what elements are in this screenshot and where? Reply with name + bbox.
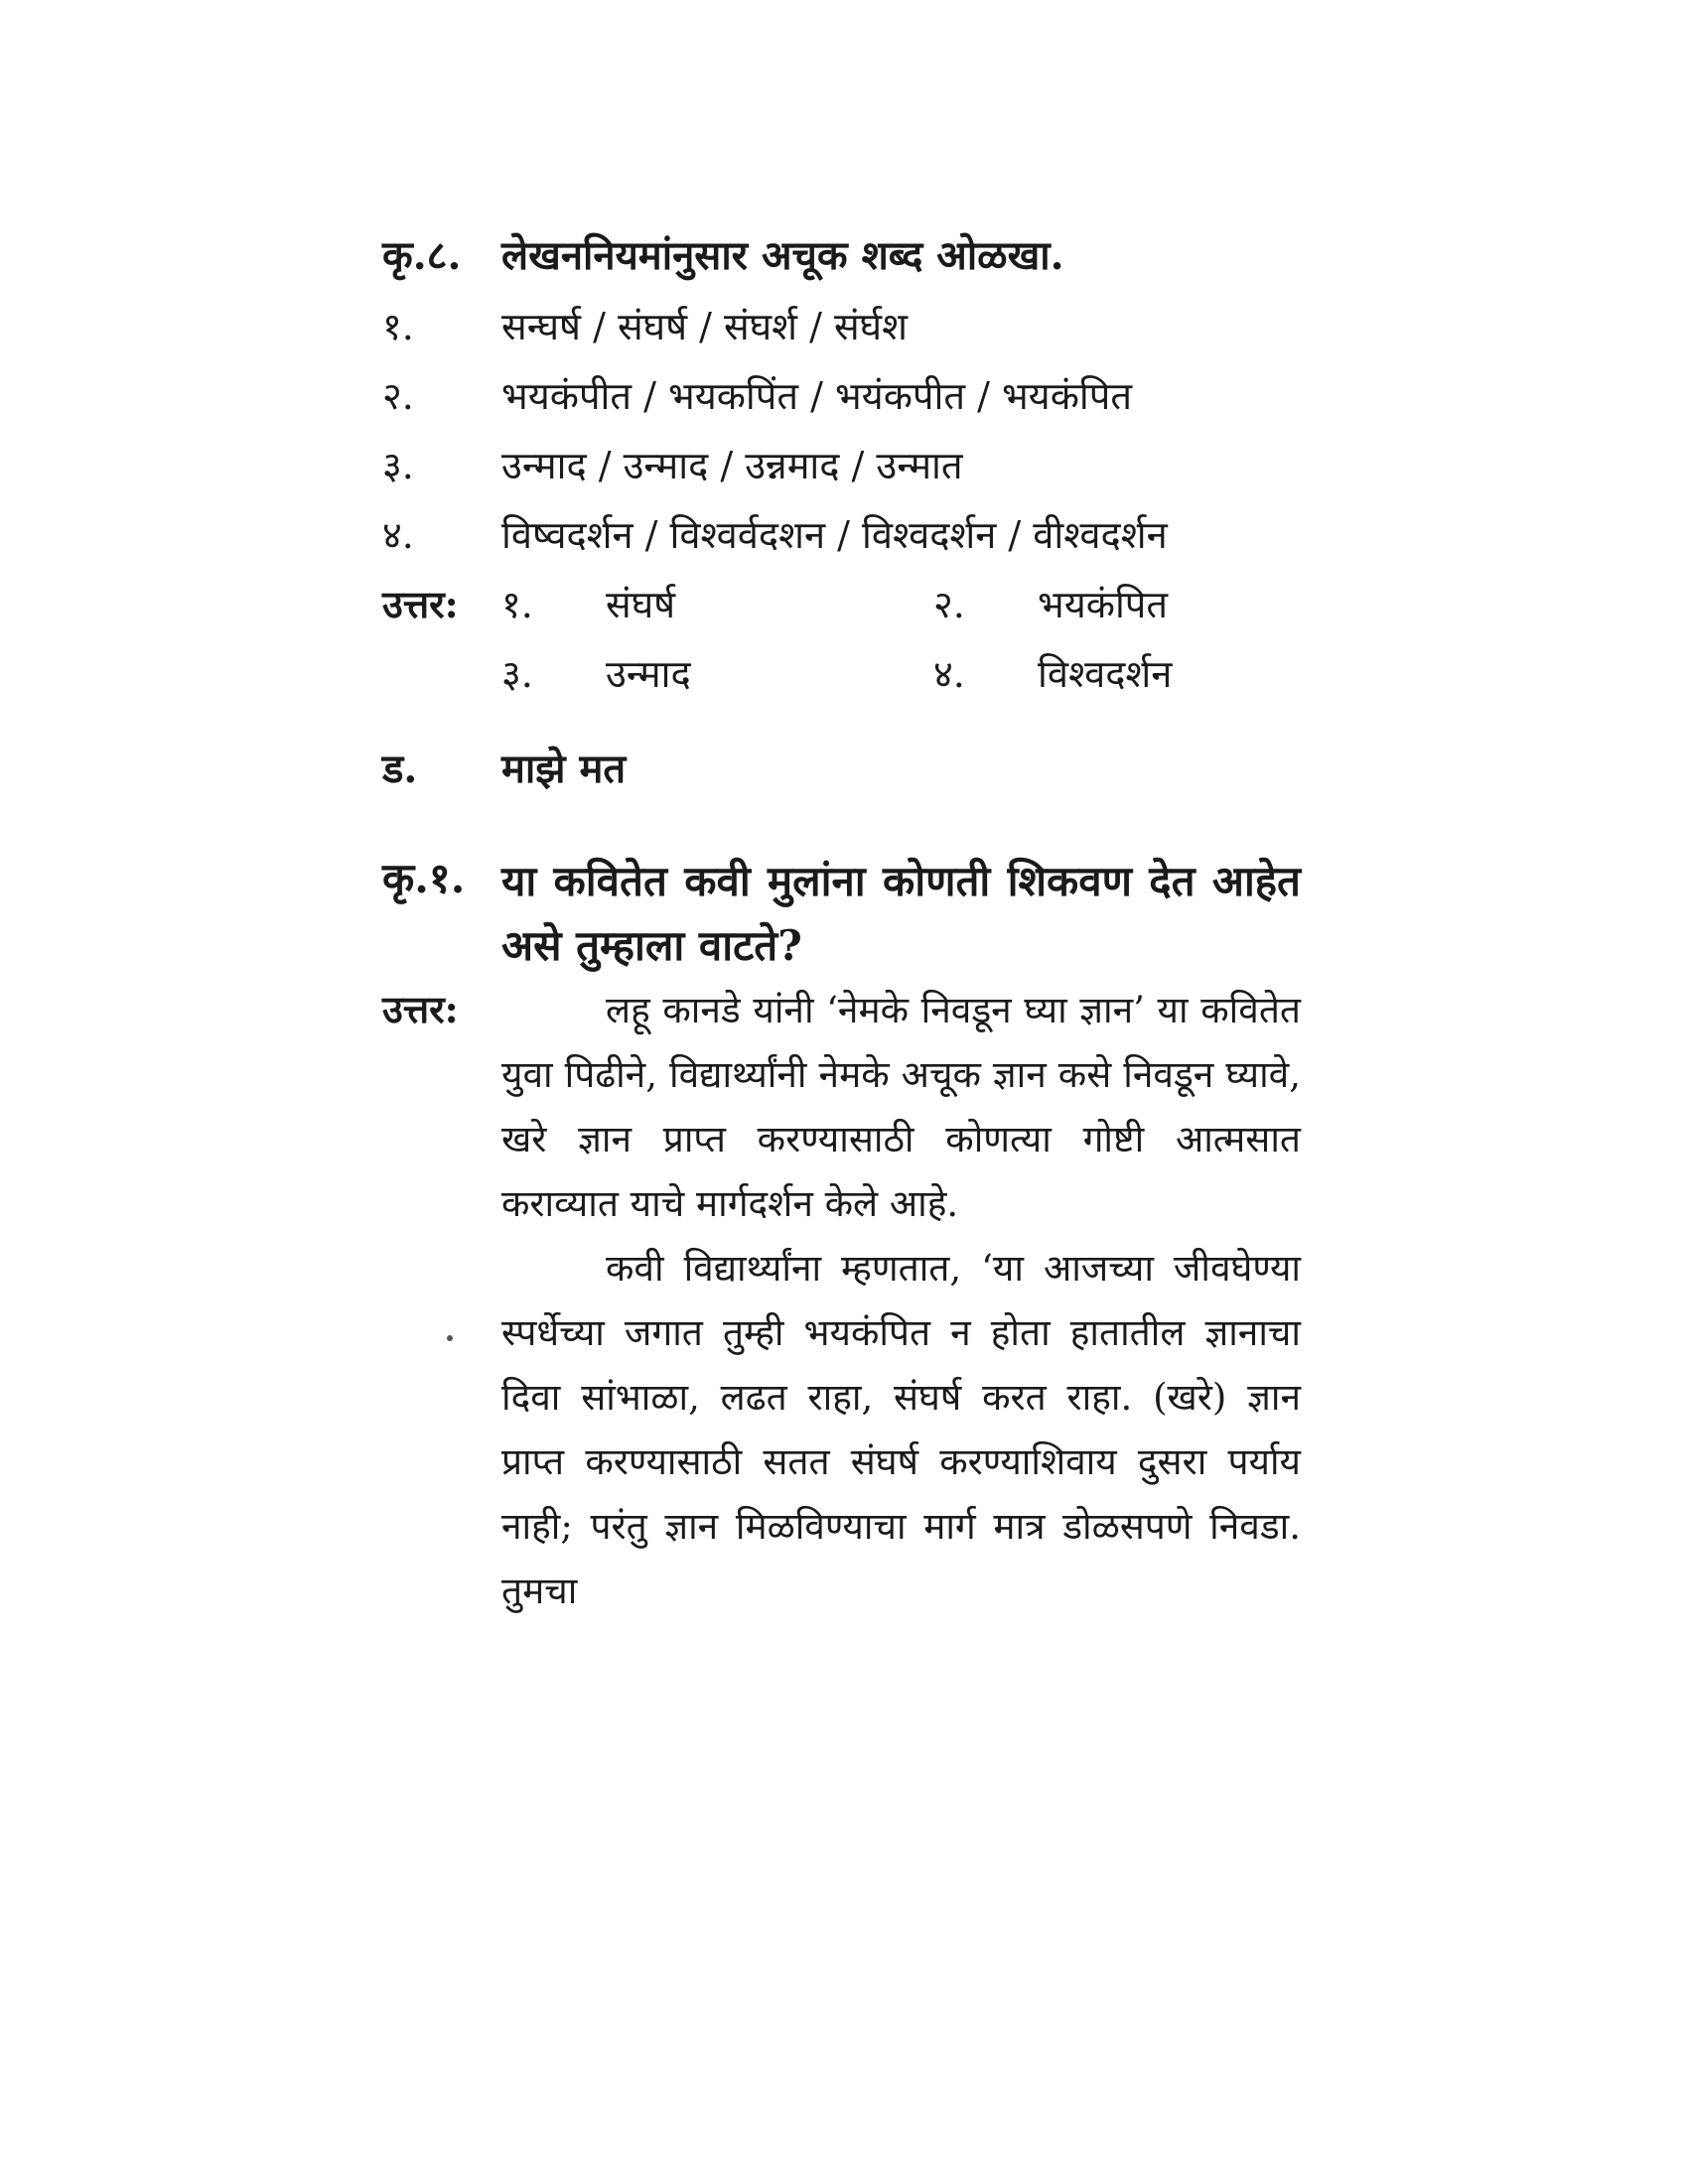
- answer-label: उत्तर:: [382, 582, 459, 626]
- answer-item-3: [501, 647, 691, 699]
- scan-speck: [447, 1335, 453, 1341]
- answer-item-2: [933, 578, 1168, 629]
- answer-text: उन्माद: [606, 652, 691, 696]
- option-text: विष्वदर्शन / विश्वर्वदशन / विश्वदर्शन / वीश्वदर्शन: [501, 513, 1168, 557]
- answer-item-1: [501, 578, 675, 629]
- question-8-title: लेखननियमांनुसार अचूक शब्द ओळखा.: [501, 232, 1064, 279]
- answer-number: ४.: [933, 652, 965, 696]
- option-number: ४.: [382, 513, 414, 557]
- section-d-heading: [382, 740, 626, 794]
- option-text: भयकंपीत / भयकपिंत / भयंकपीत / भयकंपित: [501, 374, 1132, 418]
- answer-text: विश्वदर्शन: [1038, 652, 1173, 696]
- answer-number: २.: [933, 583, 965, 626]
- question-8-heading: [382, 226, 1064, 281]
- answer-text: भयकंपित: [1038, 583, 1169, 626]
- section-title: माझे मत: [501, 746, 627, 792]
- option-text: सन्घर्ष / संघर्ष / संघर्श / संर्घश: [501, 305, 908, 348]
- option-text: उन्माद / उन्‍माद / उन्नमाद / उन्मात: [501, 444, 963, 487]
- answer-paragraph-1: लहू कानडे यांनी ‘नेमके निवडून घ्या ज्ञान’ या कवितेत युवा पिढीने, विद्यार्थ्यांनी नेमके अचूक ज्ञान कसे निवडून घ्यावे, खरे ज्ञान प्राप्त करण्यासाठी कोणत्या गोष्टी आत्मसात कराव्यात याचे मार्गदर्शन केले आहे.: [501, 989, 1301, 1225]
- answer-number: ३.: [501, 652, 533, 696]
- section-letter: ड.: [382, 746, 418, 792]
- option-number: २.: [382, 374, 414, 418]
- option-number: ३.: [382, 444, 414, 487]
- option-row-4: [382, 508, 1168, 560]
- question-1-answer-label: उत्तर:: [382, 987, 459, 1031]
- option-row-3: [382, 439, 963, 490]
- option-number: १.: [382, 305, 414, 348]
- question-1-text: या कवितेत कवी मुलांना कोणती शिकवण देत आहेत असे तुम्हाला वाटते?: [501, 857, 1301, 970]
- answer-number: १.: [501, 583, 533, 626]
- option-row-2: [382, 369, 1132, 421]
- option-row-1: [382, 300, 908, 351]
- answer-paragraph-2: कवी विद्यार्थ्यांना म्हणतात, ‘या आजच्या जीवघेण्या स्पर्धेच्या जगात तुम्ही भयकंपित न होता हातातील ज्ञानाचा दिवा सांभाळा, लढत राहा, संघर्ष करत राहा. (खरे) ज्ञान प्राप्त करण्यासाठी सतत संघर्ष करण्याशिवाय दुसरा पर्याय नाही; परंतु ज्ञान मिळविण्याचा मार्ग मात्र डोळसपणे निवडा. तुमचा: [501, 1247, 1301, 1612]
- answer-text: संघर्ष: [606, 583, 676, 626]
- question-1-number: कृ.१.: [382, 854, 466, 902]
- question-8-number: कृ.८.: [382, 232, 462, 279]
- answer-item-4: [933, 647, 1172, 699]
